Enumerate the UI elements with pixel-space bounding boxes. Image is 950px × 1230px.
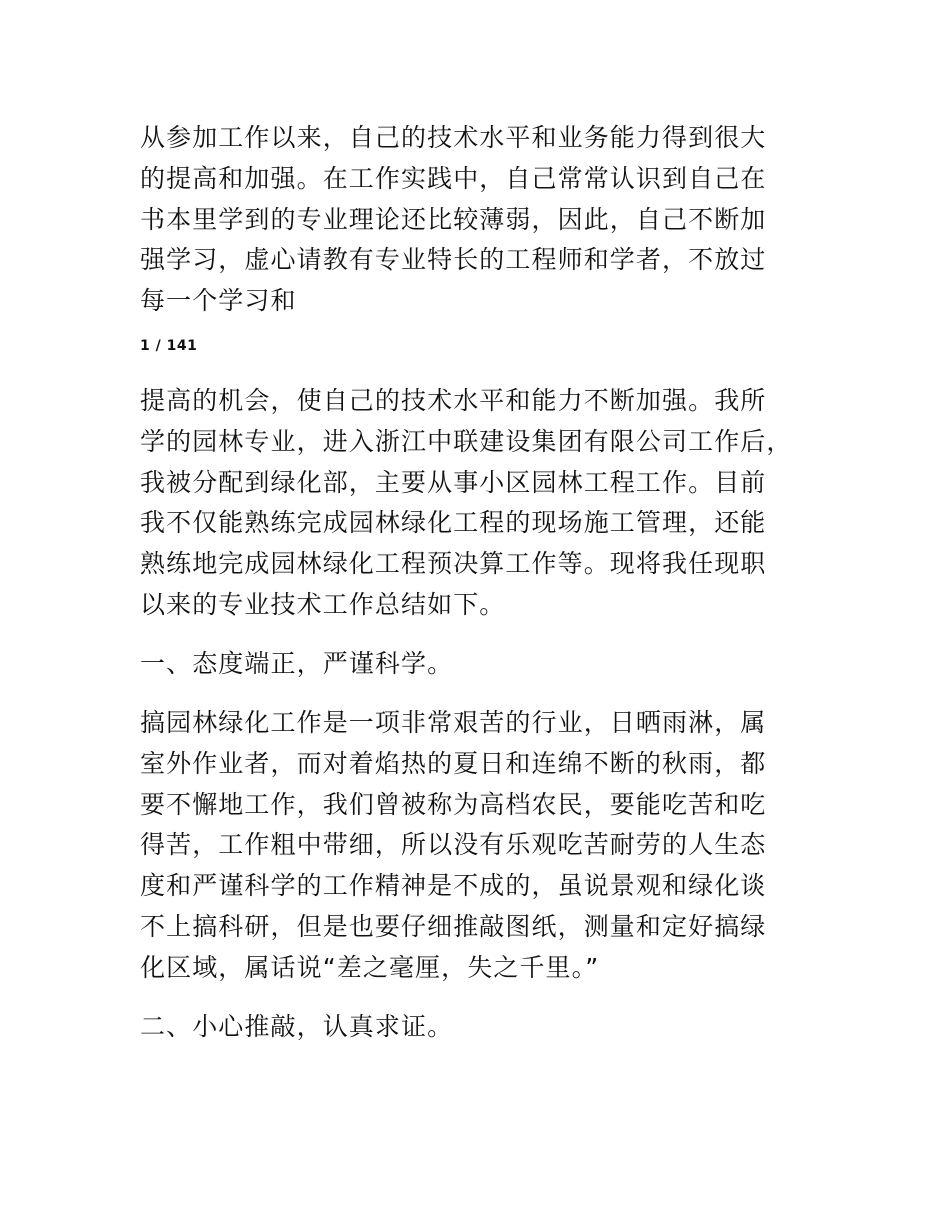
text-line: 的提高和加强。在工作实践中，自己常常认识到自己在 xyxy=(140,163,767,193)
text-line: 熟练地完成园林绿化工程预决算工作等。现将我任现职 xyxy=(140,549,767,579)
text-line: 强学习，虚心请教有专业特长的工程师和学者，不放过 xyxy=(140,245,767,275)
text-line: 我不仅能熟练完成园林绿化工程的现场施工管理，还能 xyxy=(140,508,767,538)
text-line: 不上搞科研，但是也要仔细推敲图纸，测量和定好搞绿 xyxy=(140,911,767,941)
heading-text: 二、小心推敲，认真求证。 xyxy=(140,1012,454,1041)
section-heading-1 xyxy=(140,644,820,685)
text-line: 我被分配到绿化部，主要从事小区园林工程工作。目前 xyxy=(140,467,767,497)
text-line: 度和严谨科学的工作精神是不成的，虽说景观和绿化谈 xyxy=(140,871,767,901)
paragraph-background xyxy=(140,381,820,626)
text-line: 以来的专业技术工作总结如下。 xyxy=(140,589,506,619)
text-line: 化区域，属话说“差之毫厘，失之千里。” xyxy=(140,952,600,982)
text-line: 搞园林绿化工作是一项非常艰苦的行业，日晒雨淋，属 xyxy=(140,708,767,737)
page-number: 1 / 141 xyxy=(140,338,198,354)
paragraph-attitude xyxy=(140,703,820,989)
text-line: 书本里学到的专业理论还比较薄弱，因此，自己不断加 xyxy=(140,204,767,234)
text-line: 从参加工作以来，自己的技术水平和业务能力得到很大 xyxy=(140,123,767,152)
section-heading-2 xyxy=(140,1007,820,1048)
text-line: 每一个学习和 xyxy=(140,286,297,316)
text-line: 室外作业者，而对着焰热的夏日和连绵不断的秋雨，都 xyxy=(140,748,767,778)
text-line: 要不懈地工作，我们曾被称为高档农民，要能吃苦和吃 xyxy=(140,789,767,819)
text-line: 学的园林专业，进入浙江中联建设集团有限公司工作后， xyxy=(140,426,793,456)
heading-text: 一、态度端正，严谨科学。 xyxy=(140,649,454,678)
text-line: 得苦，工作粗中带细，所以没有乐观吃苦耐劳的人生态 xyxy=(140,830,767,860)
paragraph-intro xyxy=(140,118,820,322)
text-line: 提高的机会，使自己的技术水平和能力不断加强。我所 xyxy=(140,386,767,415)
